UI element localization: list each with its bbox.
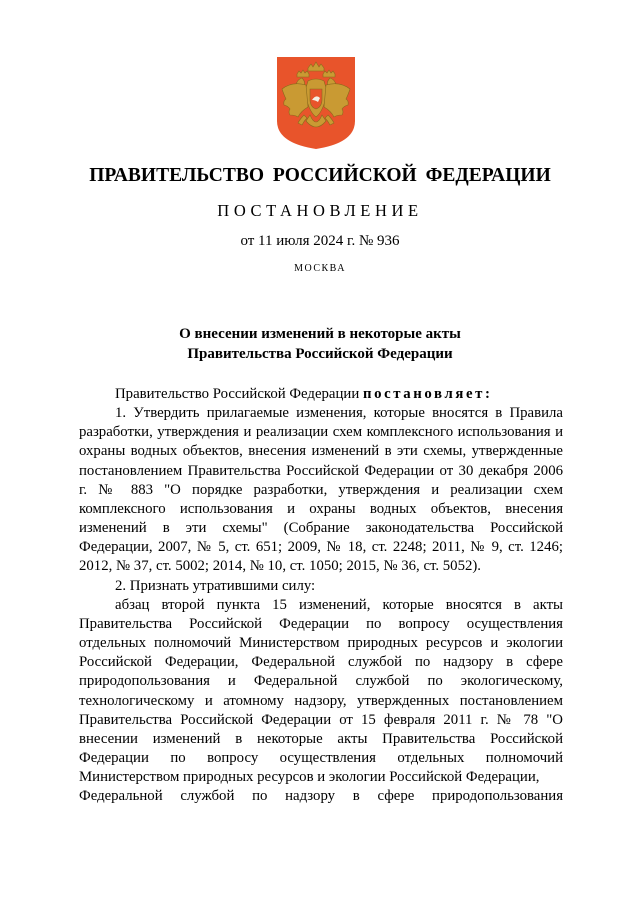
- document-type: ПОСТАНОВЛЕНИЕ: [217, 201, 423, 220]
- document-body: [79, 385, 563, 806]
- intro-lead: Правительство Российской Федерации: [115, 386, 363, 402]
- document-city: МОСКВА: [294, 263, 346, 274]
- item-2-paragraph: 2. Признать утратившими силу:: [115, 577, 316, 594]
- government-title: ПРАВИТЕЛЬСТВО РОССИЙСКОЙ ФЕДЕРАЦИИ: [89, 165, 551, 186]
- document-subject: [0, 325, 640, 364]
- item-2-continuation-line: Федеральной службой по надзору в сфере природопользования: [79, 788, 563, 805]
- subject-line-2: Правительства Российской Федерации: [187, 345, 453, 362]
- document-date-number: от 11 июля 2024 г. № 936: [240, 233, 400, 249]
- item-1-paragraph: 1. Утвердить прилагаемые изменения, которые вносятся в Правила разработки, утверждения и реализации схем комплексного использования и охраны водных объектов, внесения изменений в эти схемы, утвержденные постановлением Правительства Российской Федерации от 30 декабря 2006 г. № 883 "О порядке разработки, утверждения и реализации схем комплексного использования и охраны водных объектов, внесения изменений в эти схемы" (Собрание законодательства Российской Федерации, 2007, № 5, ст. 651; 2009, № 18, ст. 2248; 2011, № 9, ст. 1246; 2012, № 37, ст. 5002; 2014, № 10, ст. 1050; 2015, № 36, ст. 5052).: [79, 405, 563, 575]
- russian-coat-of-arms-icon: [275, 55, 357, 151]
- intro-verb: постановляет:: [362, 386, 493, 402]
- intro-paragraph: [79, 385, 563, 404]
- item-2-repealed-paragraph: абзац второй пункта 15 изменений, которые вносятся в акты Правительства Российской Федерации по вопросу осуществления отдельных полномочий Министерством природных ресурсов и экологии Российской Федерации, Федеральной службой по надзору в сфере природопользования и Федеральной службой по экологическому, технологическому и атомному надзору, утвержденных постановлением Правительства Российской Федерации от 15 февраля 2011 г. № 78 "О внесении изменений в некоторые акты Правительства Российской Федерации по вопросу осуществления отдельных полномочий Министерством природных ресурсов и экологии Российской Федерации,: [79, 596, 563, 786]
- subject-line-1: О внесении изменений в некоторые акты: [179, 326, 461, 342]
